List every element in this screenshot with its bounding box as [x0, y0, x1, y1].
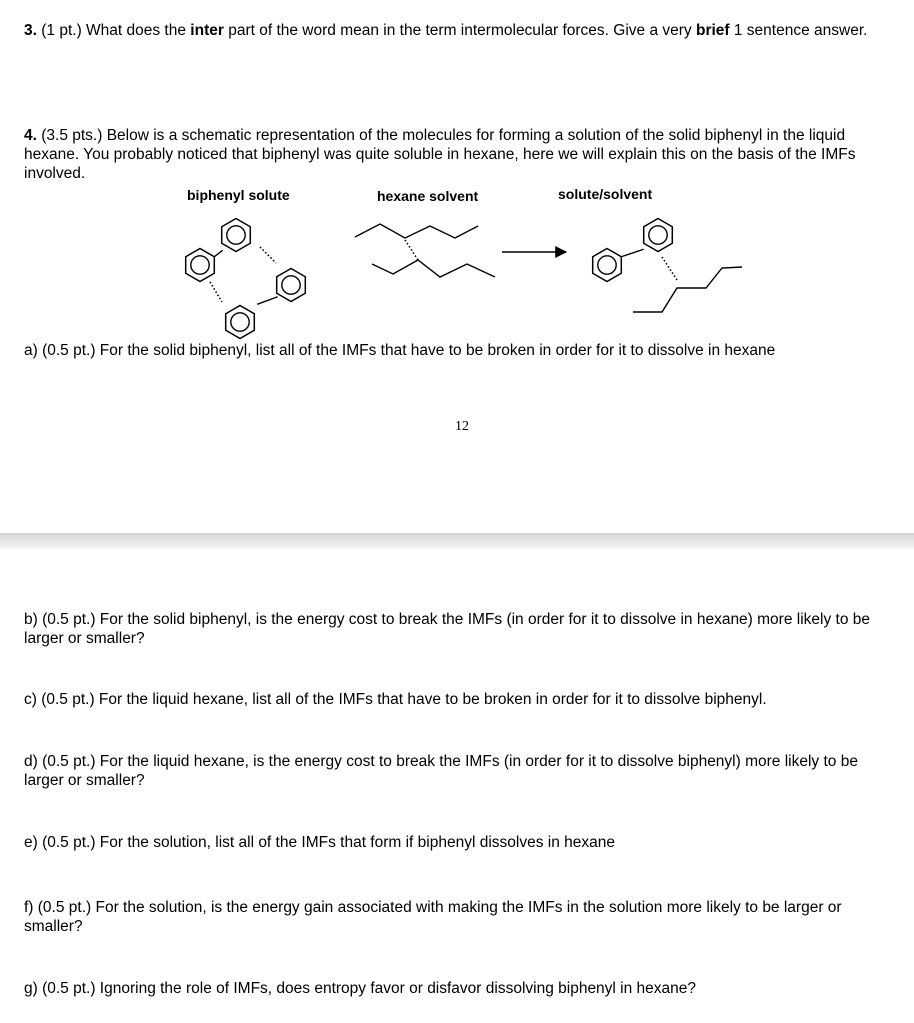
part-f: f) (0.5 pt.) For the solution, is the energy gain associated with making the IMFs in the solution more likely to be larger or smaller? — [24, 899, 842, 935]
question-3-text-c: 1 sentence answer. — [729, 22, 868, 39]
question-3-number: 3. — [24, 22, 37, 39]
part-g: g) (0.5 pt.) Ignoring the role of IMFs, does entropy favor or disfavor dissolving biphenyl in hexane? — [24, 980, 697, 997]
page-break — [0, 533, 914, 549]
imf-dotted-line — [405, 240, 418, 260]
imf-dotted-line — [210, 282, 222, 302]
hexane-chain-icon — [633, 267, 742, 312]
question-4-text: (3.5 pts.) Below is a schematic representation of the molecules for forming a solution of the solid biphenyl in the liquid hexane. You probably noticed that biphenyl was quite soluble in hexane, here we will explain this on the basis of the IMFs involved. — [24, 127, 856, 182]
question-3-emphasis-inter: inter — [190, 22, 224, 39]
imf-dotted-line — [662, 257, 677, 280]
imf-dotted-line — [260, 247, 276, 263]
question-3-text-b: part of the word mean in the term intermolecular forces. Give a very — [223, 22, 696, 39]
label-hexane-solvent: hexane solvent — [377, 188, 479, 204]
part-a: a) (0.5 pt.) For the solid biphenyl, list all of the IMFs that have to be broken in order for it to dissolve in hexane — [24, 342, 776, 359]
schematic-diagram — [0, 200, 914, 340]
part-c: c) (0.5 pt.) For the liquid hexane, list all of the IMFs that have to be broken in order for it to dissolve biphenyl. — [24, 691, 767, 708]
part-e: e) (0.5 pt.) For the solution, list all of the IMFs that form if biphenyl dissolves in hexane — [24, 834, 615, 851]
hexane-chain-icon — [355, 224, 478, 238]
part-d: d) (0.5 pt.) For the liquid hexane, is the energy cost to break the IMFs (in order for it to dissolve biphenyl) more likely to be larger or smaller? — [24, 753, 858, 789]
biphenyl-solute-icon — [186, 219, 306, 339]
question-3 — [24, 21, 896, 40]
question-3-emphasis-brief: brief — [695, 22, 730, 39]
label-solute-solvent: solute/solvent — [558, 186, 653, 202]
hexane-solvent-icon — [355, 224, 495, 277]
biphenyl-molecule-2-icon — [226, 269, 306, 339]
question-4 — [24, 126, 896, 183]
hexane-chain-icon — [372, 260, 495, 277]
solution-structure-icon — [593, 219, 742, 313]
question-3-text-a: (1 pt.) What does the — [36, 22, 191, 39]
label-biphenyl-solute: biphenyl solute — [187, 187, 290, 203]
part-b: b) (0.5 pt.) For the solid biphenyl, is the energy cost to break the IMFs (in order for it to dissolve in hexane) more likely to be larger or smaller? — [24, 611, 870, 647]
question-4-number: 4. — [24, 127, 37, 144]
page-number: 12 — [455, 419, 469, 434]
biphenyl-molecule-1-icon — [186, 219, 251, 282]
